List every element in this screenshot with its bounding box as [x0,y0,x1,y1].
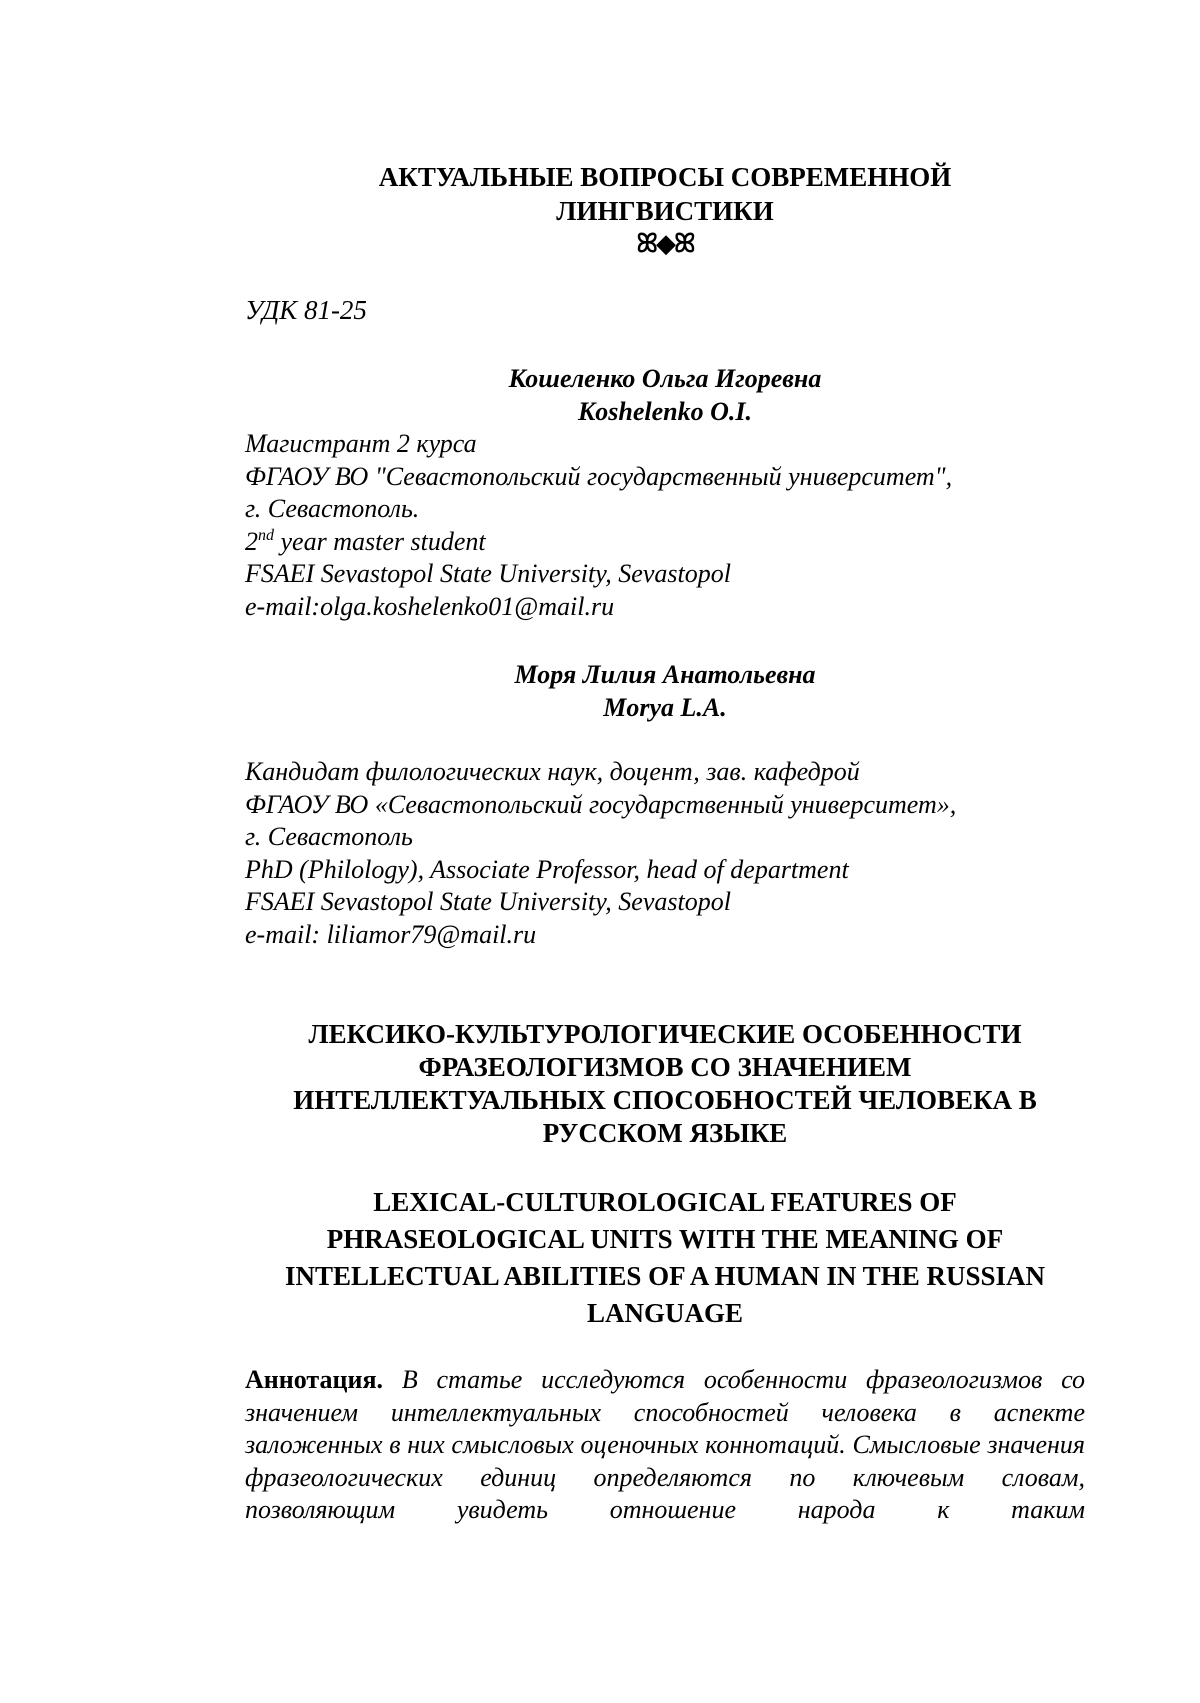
title-line: ФРАЗЕОЛОГИЗМОВ СО ЗНАЧЕНИЕМ [418,1052,912,1082]
author-email: e-mail:olga.koshelenko01@mail.ru [245,591,615,621]
section-heading-line: АКТУАЛЬНЫЕ ВОПРОСЫ СОВРЕМЕННОЙ [378,162,952,192]
author-org-en: FSAEI Sevastopol State University, Sevastopol [245,887,731,917]
author-name-ru: Кошеленко Ольга Игоревна [508,364,822,393]
author-city-ru: г. Севастополь [245,822,413,852]
title-line: LANGUAGE [586,1298,743,1328]
author-city-ru: г. Севастополь. [245,494,420,524]
ordinal-suffix: nd [258,526,274,544]
abstract-label: Аннотация. [245,1365,384,1394]
author-email: e-mail: liliamor79@mail.ru [245,919,537,949]
title-line: PHRASEOLOGICAL UNITS WITH THE MEANING OF [326,1224,1004,1254]
position-en-rest: year master student [274,526,486,556]
author-2-affiliation [245,756,1085,952]
author-org-en: FSAEI Sevastopol State University, Sevastopol [245,559,731,589]
title-line: РУССКОМ ЯЗЫКЕ [542,1118,788,1148]
title-line: ИНТЕЛЛЕКТУАЛЬНЫХ СПОСОБНОСТЕЙ ЧЕЛОВЕКА В [293,1085,1037,1115]
section-heading [245,160,1085,228]
author-org-ru: ФГАОУ ВО «Севастопольский государственный университет», [245,789,957,819]
author-1-name-block [245,362,1085,428]
title-line: INTELLECTUAL ABILITIES OF A HUMAN IN THE RUSSIAN [285,1261,1045,1291]
abstract-paragraph [245,1364,1085,1527]
author-name-ru: Моря Лилия Анатольевна [514,660,816,689]
author-org-ru: ФГАОУ ВО "Севастопольский государственный университет", [245,461,953,491]
author-2-name-block [245,658,1085,724]
title-line: LEXICAL-CULTUROLOGICAL FEATURES OF [373,1187,957,1217]
author-1-affiliation [245,428,1085,624]
section-heading-line: ЛИНГВИСТИКИ [556,196,774,226]
author-position-ru: Магистрант 2 курса [245,429,477,458]
author-name-en: Koshelenko O.I. [577,397,753,426]
author-position-ru: Кандидат филологических наук, доцент, зав. кафедрой [245,757,860,786]
ordinal-number: 2 [245,526,258,556]
article-title-ru [245,1018,1085,1150]
udk-code: УДК 81-25 [245,295,367,325]
abstract-text: В статье исследуются особенности фразеологизмов со значением интеллектуальных способностей человека в аспекте заложенных в них смысловых оценочных коннотаций. Смысловые значения фразеологических единиц определяются по ключевым словам, позволяющим увидеть отношение народа к таким [245,1365,1085,1524]
ornament-divider: ꕤ◆ꕤ [636,229,694,258]
title-line: ЛЕКСИКО-КУЛЬТУРОЛОГИЧЕСКИЕ ОСОБЕННОСТИ [308,1019,1022,1049]
author-position-en: PhD (Philology), Associate Professor, head of department [245,854,849,884]
article-title-en [245,1184,1085,1332]
author-position-en [245,526,1085,559]
author-name-en: Morya L.A. [603,693,727,722]
